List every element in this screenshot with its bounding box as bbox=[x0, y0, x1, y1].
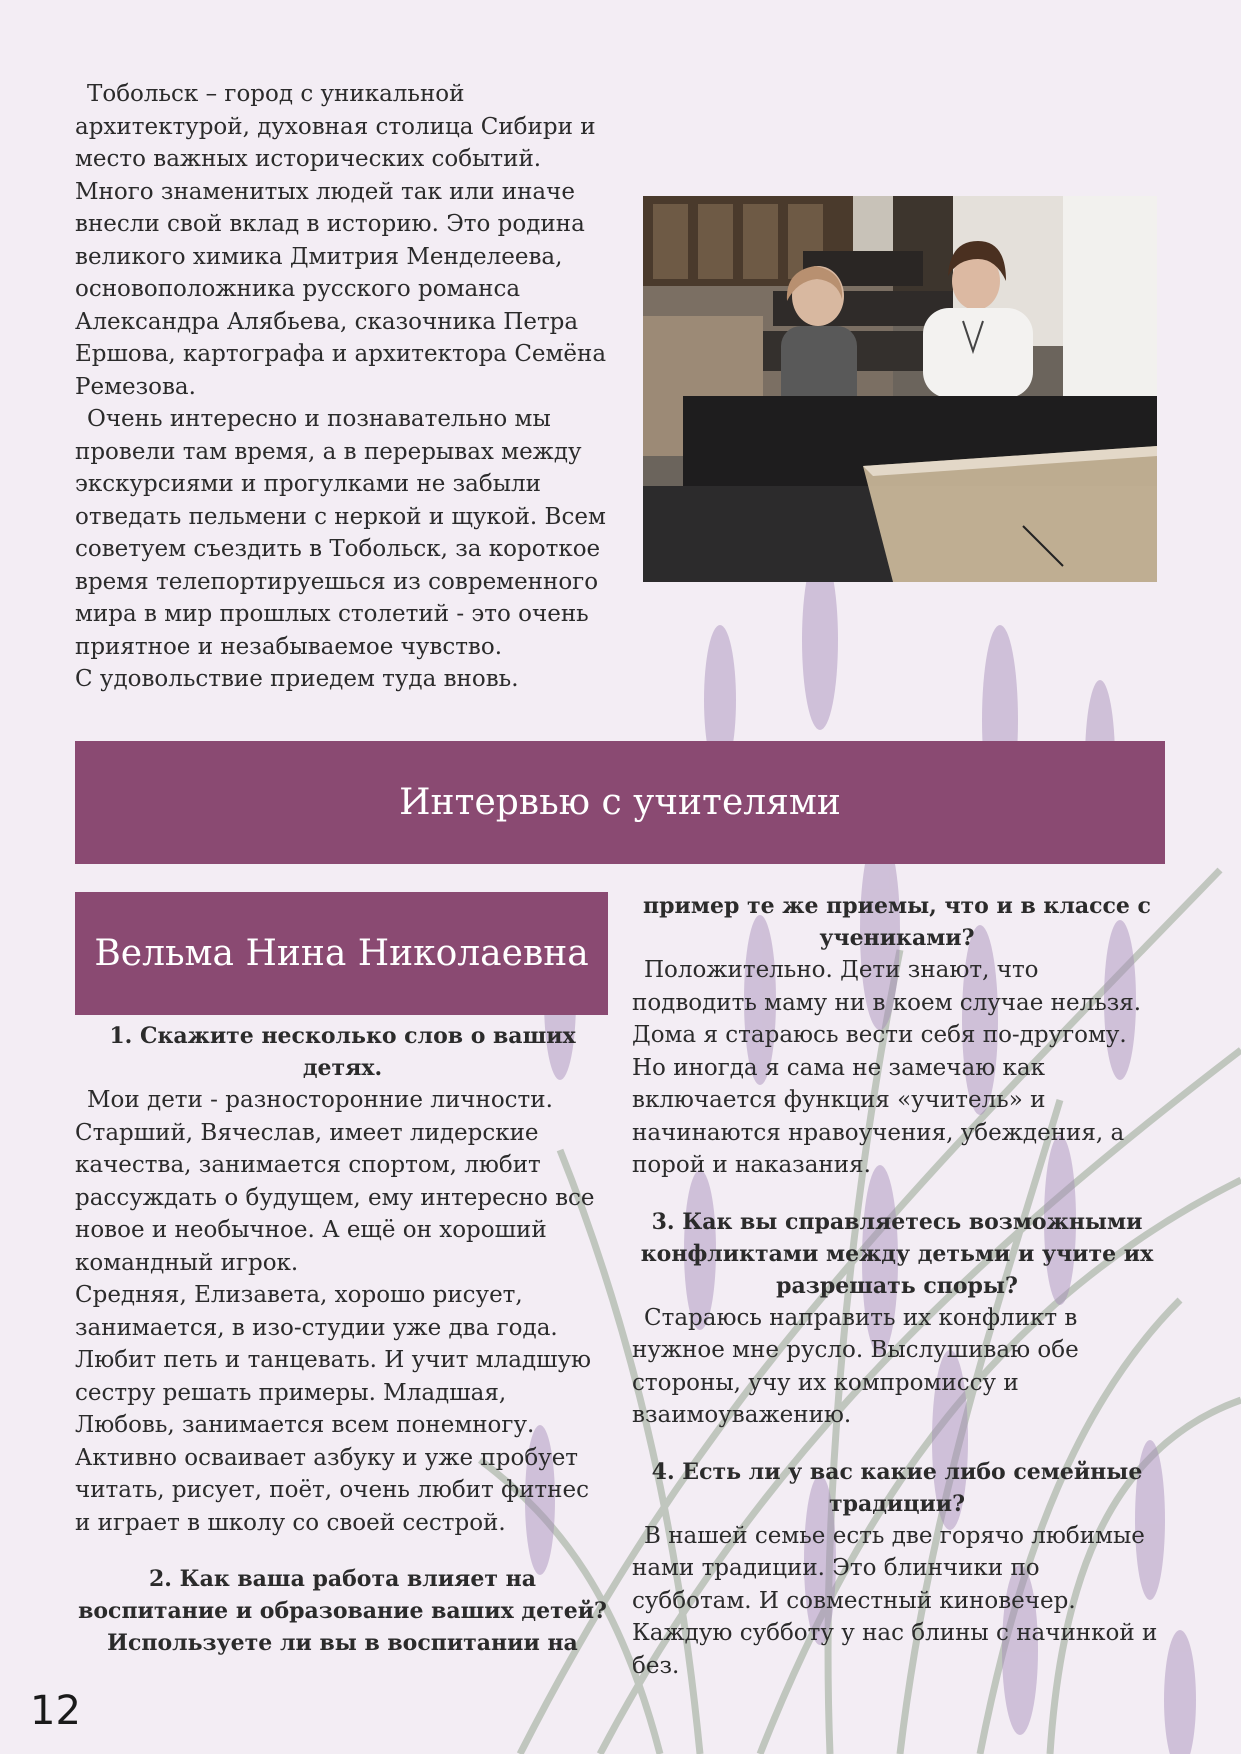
section-banner bbox=[75, 741, 1165, 864]
answer-1-part-1: Мои дети - разносторонние личности. Старший, Вячеслав, имеет лидерские качества, занимается спортом, любит рассуждать о будущем, ему интересно все новое и необычное. А ещё он хороший командный игрок. bbox=[75, 1087, 595, 1276]
intro-article bbox=[75, 78, 615, 696]
question-3: 3. Как вы справляетесь возможными конфликтами между детьми и учите их разрешать споры? bbox=[640, 1208, 1154, 1299]
answer-2: Положительно. Дети знают, что подводить маму ни в коем случае нельзя. Дома я стараюсь вести себя по-другому. Но иногда я сама не замечаю как включается функция «учитель» и начинаются нравоучения, убеждения, а порой и наказания. bbox=[632, 957, 1142, 1178]
interview-right-column bbox=[632, 890, 1162, 1682]
answer-4: В нашей семье есть две горячо любимые нами традиции. Это блинчики по субботам. И совместный киновечер. Каждую субботу у нас блины с начинкой и без. bbox=[632, 1522, 1158, 1679]
question-4: 4. Есть ли у вас какие либо семейные традиции? bbox=[651, 1458, 1143, 1517]
teacher-name: Вельма Нина Николаевна bbox=[94, 933, 589, 974]
intro-paragraph-2: Очень интересно и познавательно мы провели там время, а в перерывах между экскурсиями и прогулками не забыли отведать пельмени с неркой и щукой. Всем советуем съездить в Тобольск, за короткое время телепортируешься из современного мира в мир прошлых столетий - это очень приятное и незабываемое чувство. bbox=[75, 406, 606, 660]
page-number: 12 bbox=[30, 1688, 81, 1734]
question-2-part-1: 2. Как ваша работа влияет на воспитание и образование ваших детей? Используете ли вы в воспитании на bbox=[78, 1566, 607, 1656]
answer-1-part-2: Средняя, Елизавета, хорошо рисует, занимается, в изо-студии уже два года. Любит петь и танцевать. И учит младшую сестру решать примеры. Младшая, Любовь, занимается всем понемногу. Активно осваивает азбуку и уже пробует читать, рисует, поёт, очень любит фитнес и играет в школу со своей сестрой. bbox=[75, 1282, 592, 1536]
question-1: 1. Скажите несколько слов о ваших детях. bbox=[109, 1023, 576, 1081]
question-2-part-2: пример те же приемы, что и в классе с учениками? bbox=[643, 893, 1151, 951]
answer-3: Стараюсь направить их конфликт в нужное мне русло. Выслушиваю обе стороны, учу их компромиссу и взаимоуважению. bbox=[632, 1304, 1079, 1428]
section-title: Интервью с учителями bbox=[399, 782, 841, 823]
intro-paragraph-3: С удовольствие приедем туда вновь. bbox=[75, 666, 519, 692]
teacher-name-banner bbox=[75, 892, 608, 1015]
museum-photo bbox=[643, 196, 1157, 582]
intro-paragraph-1: Тобольск – город с уникальной архитектурой, духовная столица Сибири и место важных исторических событий. Много знаменитых людей так или иначе внесли свой вклад в историю. Это родина великого химика Дмитрия Менделеева, основоположника русского романса Александра Алябьева, сказочника Петра Ершова, картографа и архитектора Семёна Ремезова. bbox=[75, 81, 607, 400]
interview-left-column bbox=[75, 1020, 610, 1659]
museum-photo-image bbox=[643, 196, 1157, 582]
